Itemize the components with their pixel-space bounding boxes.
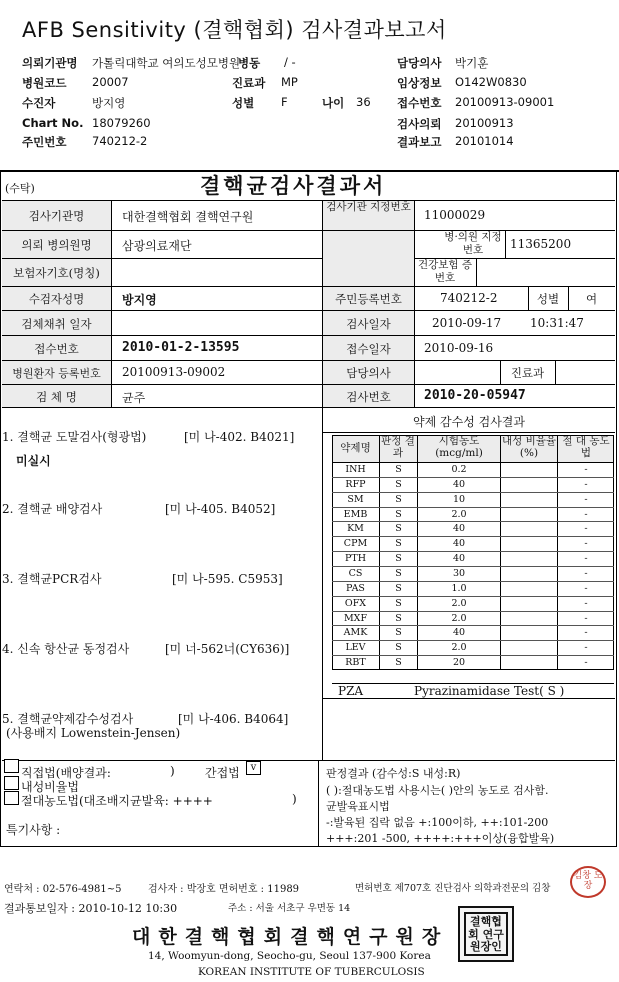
patient-label: 수검자성명 (28, 292, 85, 306)
absolute-method-paren: ) (292, 792, 297, 806)
stamp-inner: 결핵협회 연구원장인 (464, 912, 508, 956)
legend-line-5: +++:201 -500, ++++:+++이상(융합발육) (326, 832, 555, 845)
doctor-seal-icon: 김창 도장 (570, 866, 606, 898)
hospital-code-label: 병원코드 (22, 76, 67, 90)
rrn-label: 주민등록번호 (335, 292, 402, 306)
info-col-line-3 (414, 200, 415, 408)
drug-cell-absolute: - (584, 508, 588, 520)
legend-line-3: 균발육표시법 (326, 800, 390, 813)
req-no-value: 11365200 (510, 237, 572, 251)
drug-row-line (332, 596, 614, 597)
section-4-code: [미 너-562너(CY636)] (165, 642, 290, 656)
report-title: 결핵균검사결과서 (200, 173, 387, 198)
drug-cell-conc: 1.0 (451, 582, 467, 594)
drug-cell-conc: 40 (452, 538, 466, 550)
recv-no-value: 2010-01-2-13595 (122, 340, 240, 355)
drug-cell-conc: 0.2 (451, 464, 467, 475)
requester-value: 가톨릭대학교 여의도성모병원 (92, 56, 241, 70)
drug-cell-drug: PAS (346, 582, 365, 594)
section-5-code: [미 나-406. B4064] (178, 712, 289, 726)
doctor-label: 담당의사 (346, 366, 391, 380)
drug-cell-absolute: - (584, 523, 588, 535)
drug-cell-result: S (395, 568, 402, 580)
drug-cell-drug: MXF (343, 612, 368, 624)
drug-cell-drug: CPM (343, 538, 368, 550)
drug-cell-result: S (395, 508, 402, 520)
drug-row-line (332, 477, 614, 478)
inst-no-label: 검사기관 지정번호 (326, 201, 411, 213)
pza-label: PZA (338, 684, 364, 698)
drug-row-line (332, 551, 614, 552)
drug-cell-drug: AMK (343, 627, 368, 639)
drug-cell-result: S (395, 642, 402, 654)
drug-cell-absolute: - (584, 627, 588, 639)
pza-value: Pyrazinamidase Test( S ) (414, 684, 565, 698)
inst-value: 대한결핵협회 결핵연구원 (122, 210, 254, 224)
hosp-no-value: 20100913-09002 (122, 365, 226, 379)
hospital-code-value: 20007 (92, 75, 129, 89)
drug-cell-result: S (395, 538, 402, 550)
ward-value: / - (284, 55, 296, 69)
exam-no-value: 2010-20-05947 (424, 388, 526, 403)
sex-header-value: F (281, 95, 288, 109)
health-no-label: 건강보험 증번호 (417, 259, 473, 284)
legend-line-4: -:발육된 집락 없음 +:100이하, ++:101-200 (326, 816, 549, 829)
resistance-ratio-checkbox[interactable] (4, 776, 19, 790)
drug-cell-conc: 2.0 (451, 597, 467, 609)
drug-cell-drug: INH (345, 464, 366, 475)
section-3-code: [미 나-595. C5953] (172, 572, 283, 586)
drug-cell-result: S (395, 523, 402, 535)
drug-cell-conc: 10 (452, 493, 466, 505)
recv-no-label: 접수번호 (34, 342, 79, 356)
doctor-header-value: 박기훈 (455, 56, 489, 70)
examiner-info: 검사자 : 박장호 면허번호 : 11989 (148, 884, 300, 895)
section-1-result: 미실시 (16, 454, 51, 468)
result-report-label: 결과보고 (397, 135, 442, 149)
drug-row-line (332, 566, 614, 567)
drug-cell-conc: 40 (452, 523, 466, 535)
drug-cell-drug: OFX (344, 597, 367, 609)
absolute-method-label: 절대농도법(대조배지균발육: ++++ (21, 794, 213, 808)
resistance-ratio-label: 내성비율법 (21, 780, 79, 794)
drug-cell-absolute: - (584, 612, 588, 624)
section-2-code: [미 나-405. B4052] (165, 502, 276, 516)
drug-cell-conc: 30 (452, 568, 466, 580)
eng-name: KOREAN INSTITUTE OF TUBERCULOSIS (198, 966, 425, 978)
rrn-header-value: 740212-2 (92, 134, 148, 148)
drug-cell-result: S (395, 612, 402, 624)
drug-cell-absolute: - (584, 493, 588, 505)
req-label: 의뢰 병의원명 (21, 238, 92, 252)
legend-line-1: 판정결과 (감수성:S 내성:R) (326, 767, 461, 780)
drug-header-conc: 시험농도 (mcg/ml) (435, 435, 483, 459)
drug-table-gap (332, 670, 614, 684)
drug-cell-drug: CS (348, 568, 363, 580)
direct-method-label: 직접법(배양결과: (21, 766, 111, 780)
ward-label: 병동 (238, 56, 261, 70)
drug-row-line (332, 521, 614, 522)
rrn-value: 740212-2 (440, 291, 498, 305)
specimen-value: 균주 (122, 391, 146, 405)
drug-row-line (332, 536, 614, 537)
test-date-value: 2010-09-17 (432, 316, 502, 330)
inst-label: 검사기관명 (28, 209, 85, 223)
info-table-bottom (2, 407, 615, 408)
section-divider (322, 407, 323, 760)
age-value: 36 (356, 95, 371, 109)
section-1-name: 1. 결핵균 도말검사(형광법) (2, 430, 147, 444)
drug-table-header-line (332, 462, 614, 463)
drug-cell-conc: 20 (452, 657, 466, 669)
drug-cell-conc: 40 (452, 553, 466, 565)
info-row-line (2, 335, 615, 336)
drug-cell-result: S (395, 627, 402, 639)
info-row-line (2, 286, 615, 287)
drug-cell-result: S (395, 582, 402, 594)
indirect-method-checkbox[interactable]: v (246, 761, 261, 775)
drug-cell-conc: 2.0 (451, 612, 467, 624)
dept-label: 진료과 (510, 366, 545, 380)
drug-header-absolute: 절 대 농도법 (562, 435, 610, 459)
section-3-name: 3. 결핵균PCR검사 (2, 572, 102, 586)
receipt-no-header-value: 20100913-09001 (455, 95, 555, 109)
age-label: 나이 (322, 96, 345, 110)
legend-line-2: ( ):절대농도법 사용시는( )안의 농도로 검사함. (326, 784, 549, 797)
drug-header-result: 판정 결과 (381, 435, 415, 459)
drug-header-ratio: 내성 비율율(%) (501, 435, 557, 459)
drug-cell-conc: 40 (452, 627, 466, 639)
chart-no-value: 18079260 (92, 116, 151, 130)
health-no-divider (476, 258, 477, 286)
recv-date-label: 접수일자 (346, 342, 391, 356)
drug-row-line (332, 581, 614, 582)
req-no-label: 병·의원 지정번호 (444, 231, 502, 256)
drug-cell-absolute: - (584, 657, 588, 669)
drug-row-line (332, 611, 614, 612)
direct-method-paren: ) (170, 764, 175, 778)
dept-col-line (555, 360, 556, 384)
drug-header-name: 약제명 (340, 442, 371, 454)
drug-cell-result: S (395, 553, 402, 565)
sex-label: 성별 (536, 292, 560, 306)
exam-no-label: 검사번호 (346, 390, 391, 404)
sex-header-label: 성별 (232, 96, 255, 110)
req-no-divider (505, 230, 506, 258)
drug-cell-absolute: - (584, 582, 588, 594)
test-request-value: 20100913 (455, 116, 514, 130)
recv-date-value: 2010-09-16 (424, 341, 494, 355)
section-5-sub: (사용배지 Lowenstein-Jensen) (6, 726, 181, 740)
section-4-name: 4. 신속 항산균 동정검사 (2, 642, 130, 656)
doctor-header-label: 담당의사 (397, 56, 442, 70)
info-row-line (2, 310, 615, 311)
patient-header-label: 수진자 (22, 96, 56, 110)
eng-address: 14, Woomyun-dong, Seocho-gu, Seoul 137-900 Korea (148, 950, 431, 962)
test-request-label: 검사의뢰 (397, 117, 442, 131)
drug-cell-conc: 2.0 (451, 508, 467, 520)
inst-no-value: 11000029 (424, 208, 486, 222)
clinical-info-value: O142W0830 (455, 75, 527, 89)
drug-cell-drug: SM (347, 493, 364, 505)
req-value: 삼광의료재단 (122, 239, 192, 253)
method-top-line (2, 760, 615, 761)
test-time-value: 10:31:47 (530, 316, 584, 330)
chart-no-label: Chart No. (22, 116, 84, 130)
rrn-header-label: 주민번호 (22, 135, 67, 149)
drug-cell-result: S (395, 657, 402, 669)
drug-cell-drug: LEV (345, 642, 366, 654)
section-2-name: 2. 결핵균 배양검사 (2, 502, 103, 516)
license-info: 면허번호 제707호 진단검사 의학과전문의 김창 (355, 883, 551, 894)
receipt-no-header-label: 접수번호 (397, 96, 442, 110)
info-row-line (2, 230, 615, 231)
drug-cell-absolute: - (584, 642, 588, 654)
pza-line (322, 698, 615, 699)
insured-label: 보험자기호(명칭) (13, 266, 100, 280)
section-5-name: 5. 결핵균약제감수성검사 (2, 712, 134, 726)
specimen-label: 검 체 명 (36, 390, 77, 404)
consignment-tag: (수탁) (5, 182, 35, 195)
drug-col-line (500, 435, 501, 670)
drug-table-top (322, 432, 615, 433)
info-row-line (2, 258, 322, 259)
drug-cell-result: S (395, 493, 402, 505)
department-label: 진료과 (232, 76, 266, 90)
patient-header-value: 방지영 (92, 96, 126, 110)
address-info: 주소 : 서울 서초구 우면동 14 (228, 903, 351, 914)
notify-date: 결과통보일자 : 2010-10-12 10:30 (4, 902, 178, 915)
drug-cell-absolute: - (584, 597, 588, 609)
drug-table-title: 약제 감수성 검사결과 (413, 415, 525, 429)
drug-cell-result: S (395, 464, 402, 475)
drug-row-line (332, 507, 614, 508)
info-row-line (2, 360, 615, 361)
drug-cell-drug: RFP (345, 478, 366, 490)
result-report-value: 20101014 (455, 134, 514, 148)
collect-date-label: 검체채취 일자 (21, 317, 92, 331)
drug-cell-conc: 40 (452, 478, 466, 490)
patient-value: 방지영 (122, 293, 157, 307)
drug-cell-drug: EMB (343, 508, 368, 520)
sex-value: 여 (585, 292, 598, 306)
drug-cell-absolute: - (584, 568, 588, 580)
test-date-label: 검사일자 (346, 317, 391, 331)
drug-cell-result: S (395, 478, 402, 490)
contact-info: 연락처 : 02-576-4981~5 (4, 884, 122, 895)
drug-cell-absolute: - (584, 478, 588, 490)
drug-cell-drug: PTH (344, 553, 366, 565)
drug-cell-conc: 2.0 (451, 642, 467, 654)
drug-row-line (332, 655, 614, 656)
drug-cell-absolute: - (584, 553, 588, 565)
drug-cell-drug: KM (347, 523, 364, 535)
section-1-code: [미 나-402. B4021] (184, 430, 295, 444)
hosp-no-label: 병원환자 등록번호 (12, 367, 101, 380)
info-col-line-1 (111, 200, 112, 408)
department-value: MP (281, 75, 298, 89)
info-row-line (2, 384, 615, 385)
clinical-info-label: 임상정보 (397, 76, 442, 90)
remarks-label: 특기사항 : (6, 823, 61, 837)
absolute-method-checkbox[interactable] (4, 791, 19, 805)
institute-stamp-icon (458, 906, 514, 962)
drug-cell-result: S (395, 597, 402, 609)
org-name: 대한결핵협회결핵연구원장 (132, 926, 449, 948)
requester-label: 의뢰기관명 (22, 56, 78, 70)
indirect-method-label: 간접법 (205, 766, 240, 780)
drug-row-line (332, 640, 614, 641)
drug-cell-absolute: - (584, 538, 588, 550)
report-header-title: AFB Sensitivity (결핵협회) 검사결과보고서 (22, 18, 447, 42)
drug-cell-absolute: - (584, 464, 588, 475)
direct-method-checkbox[interactable] (4, 759, 19, 773)
drug-cell-drug: RBT (345, 657, 366, 669)
drug-row-line (332, 625, 614, 626)
legend-divider (318, 760, 319, 847)
drug-row-line (332, 492, 614, 493)
